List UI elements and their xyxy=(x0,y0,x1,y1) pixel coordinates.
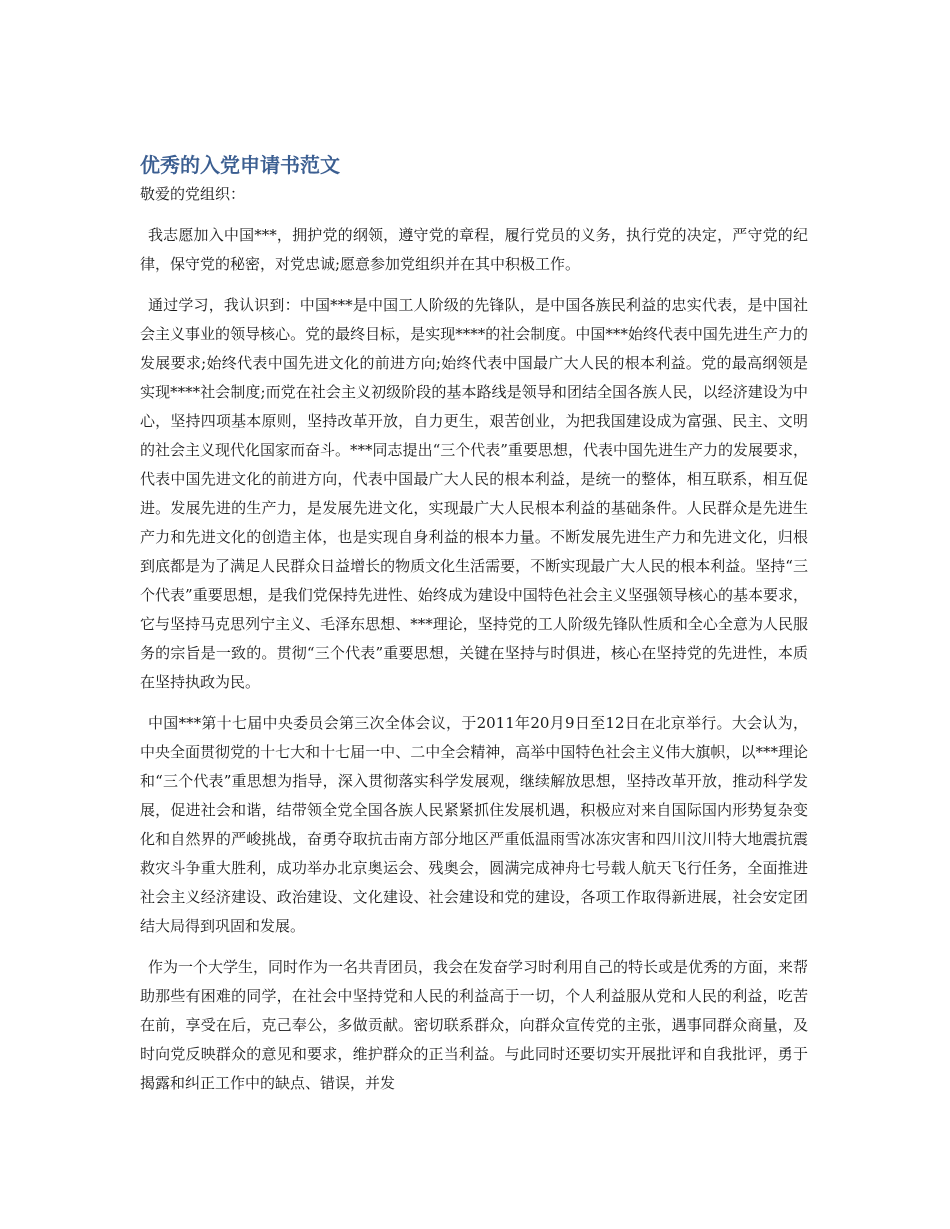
paragraph-2: 通过学习，我认识到：中国***是中国工人阶级的先锋队，是中国各族民利益的忠实代表，是中国社会主义事业的领导核心。党的最终目标，是实现****的社会制度。中国***始终代表中国先进生产力的发展要求;始终代表中国先进文化的前进方向;始终代表中国最广大人民的根本利益。党的最高纲领是实现****社会制度;而党在社会主义初级阶段的基本路线是领导和团结全国各族人民，以经济建设为中心，坚持四项基本原则，坚持改革开放，自力更生，艰苦创业，为把我国建设成为富强、民主、文明的社会主义现代化国家而奋斗。***同志提出“三个代表”重要思想，代表中国先进生产力的发展要求，代表中国先进文化的前进方向，代表中国最广大人民的根本利益，是统一的整体，相互联系，相互促进。发展先进的生产力，是发展先进文化，实现最广大人民根本利益的基础条件。人民群众是先进生产力和先进文化的创造主体，也是实现自身利益的根本力量。不断发展先进生产力和先进文化，归根到底都是为了满足人民群众日益增长的物质文化生活需要，不断实现最广大人民的根本利益。坚持“三个代表”重要思想，是我们党保持先进性、始终成为建设中国特色社会主义坚强领导核心的基本要求，它与坚持马克思列宁主义、毛泽东思想、***理论，坚持党的工人阶级先锋队性质和全心全意为人民服务的宗旨是一致的。贯彻“三个代表”重要思想，关键在坚持与时俱进，核心在坚持党的先进性，本质在坚持执政为民。 xyxy=(140,296,808,691)
document-page xyxy=(140,150,808,1110)
paragraph-1: 我志愿加入中国***，拥护党的纲领，遵守党的章程，履行党员的义务，执行党的决定，严守党的纪律，保守党的秘密，对党忠诚;愿意参加党组织并在其中积极工作。 xyxy=(140,226,808,273)
paragraph-4: 作为一个大学生，同时作为一名共青团员，我会在发奋学习时利用自己的特长或是优秀的方面，来帮助那些有困难的同学，在社会中坚持党和人民的利益高于一切，个人利益服从党和人民的利益，吃苦在前，享受在后，克己奉公，多做贡献。密切联系群众，向群众宣传党的主张，遇事同群众商量，及时向党反映群众的意见和要求，维护群众的正当利益。与此同时还要切实开展批评和自我批评，勇于揭露和纠正工作中的缺点、错误，并发 xyxy=(140,958,809,1092)
salutation: 敬爱的党组织： xyxy=(140,185,246,203)
paragraph-3: 中国***第十七届中央委员会第三次全体会议，于2011年20月9日至12日在北京举行。大会认为，中央全面贯彻党的十七大和十七届一中、二中全会精神，高举中国特色社会主义伟大旗帜，以***理论和“三个代表”重思想为指导，深入贯彻落实科学发展观，继续解放思想，坚持改革开放，推动科学发展，促进社会和谐，结带领全党全国各族人民紧紧抓住发展机遇，积极应对来自国际国内形势复杂变化和自然界的严峻挑战，奋勇夺取抗击南方部分地区严重低温雨雪冰冻灾害和四川汶川特大地震抗震救灾斗争重大胜利，成功举办北京奥运会、残奥会，圆满完成神舟七号载人航天飞行任务，全面推进社会主义经济建设、政治建设、文化建设、社会建设和党的建设，各项工作取得新进展，社会安定团结大局得到巩固和发展。 xyxy=(140,714,808,935)
document-title: 优秀的入党申请书范文 xyxy=(140,153,340,177)
